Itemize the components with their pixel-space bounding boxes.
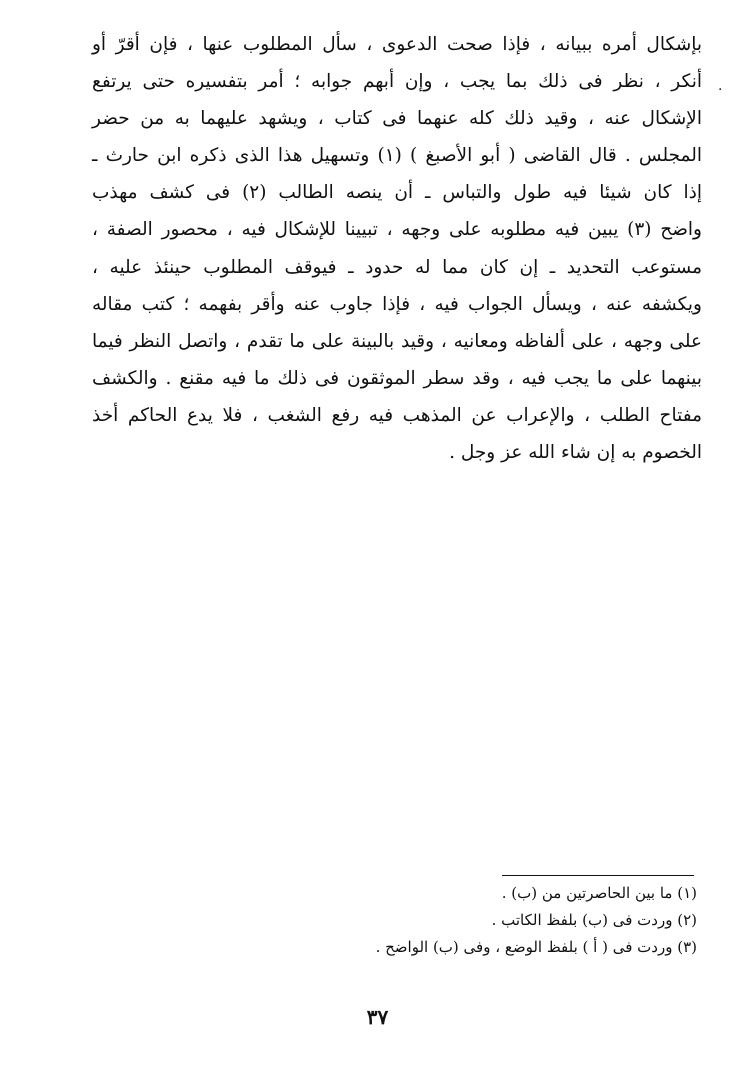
footnote-3: (٣) وردت فى ( أ ) بلفظ الوضع ، وفى (ب) الواضح . (375, 938, 697, 956)
text-line: ويكشفه عنه ، ويسأل الجواب فيه ، فإذا جاوب عنه وأقر بفهمه ؛ كتب مقاله (92, 293, 702, 315)
text-line: واضح (٣) يبين فيه مطلوبه على وجهه ، تبيينا للإشكال فيه ، محصور الصفة ، (92, 219, 702, 241)
text-line: بينهما على ما يجب فيه ، وقد سطر الموثقون فى ذلك ما فيه مقنع . والكشف (92, 367, 702, 389)
text-line: أنكر ، نظر فى ذلك بما يجب ، وإن أبهم جوابه ؛ أمر بتفسيره حتى يرتفع (92, 71, 702, 93)
text-line-last: الخصوم به إن شاء الله عز وجل . (449, 442, 702, 464)
page-number: ٣٧ (366, 1005, 389, 1029)
main-text-block (92, 26, 702, 471)
text-line: مستوعب التحديد ـ إن كان مما له حدود ـ فيوقف المطلوب حينئذ عليه ، (92, 256, 702, 278)
text-line: إذا كان شيئا فيه طول والتباس ـ أن ينصه الطالب (٢) فى كشف مهذب (92, 182, 702, 204)
footnote-1: (١) ما بين الحاصرتين من (ب) . (501, 884, 697, 902)
text-line: المجلس . قال القاضى ( أبو الأصبغ ) (١) وتسهيل هذا الذى ذكره ابن حارث ـ (92, 145, 703, 167)
text-line: بإشكال أمره ببيانه ، فإذا صحت الدعوى ، سأل المطلوب عنها ، فإن أقرّ أو (92, 34, 702, 55)
text-line: مفتاح الطلب ، والإعراب عن المذهب فيه رفع الشغب ، فلا يدع الحاكم أخذ (92, 404, 702, 426)
footnotes-block (200, 880, 697, 961)
margin-mark: . (718, 78, 723, 94)
text-line: الإشكال عنه ، وقيد ذلك كله عنهما فى كتاب ، ويشهد عليهما به من حضر (92, 108, 702, 130)
footnote-separator (502, 875, 694, 876)
footnote-2: (٢) وردت فى (ب) بلفظ الكاتب . (491, 911, 697, 929)
text-line: على وجهه ، على ألفاظه ومعانيه ، وقيد بالبينة على ما تقدم ، واتصل النظر فيما (92, 330, 702, 352)
